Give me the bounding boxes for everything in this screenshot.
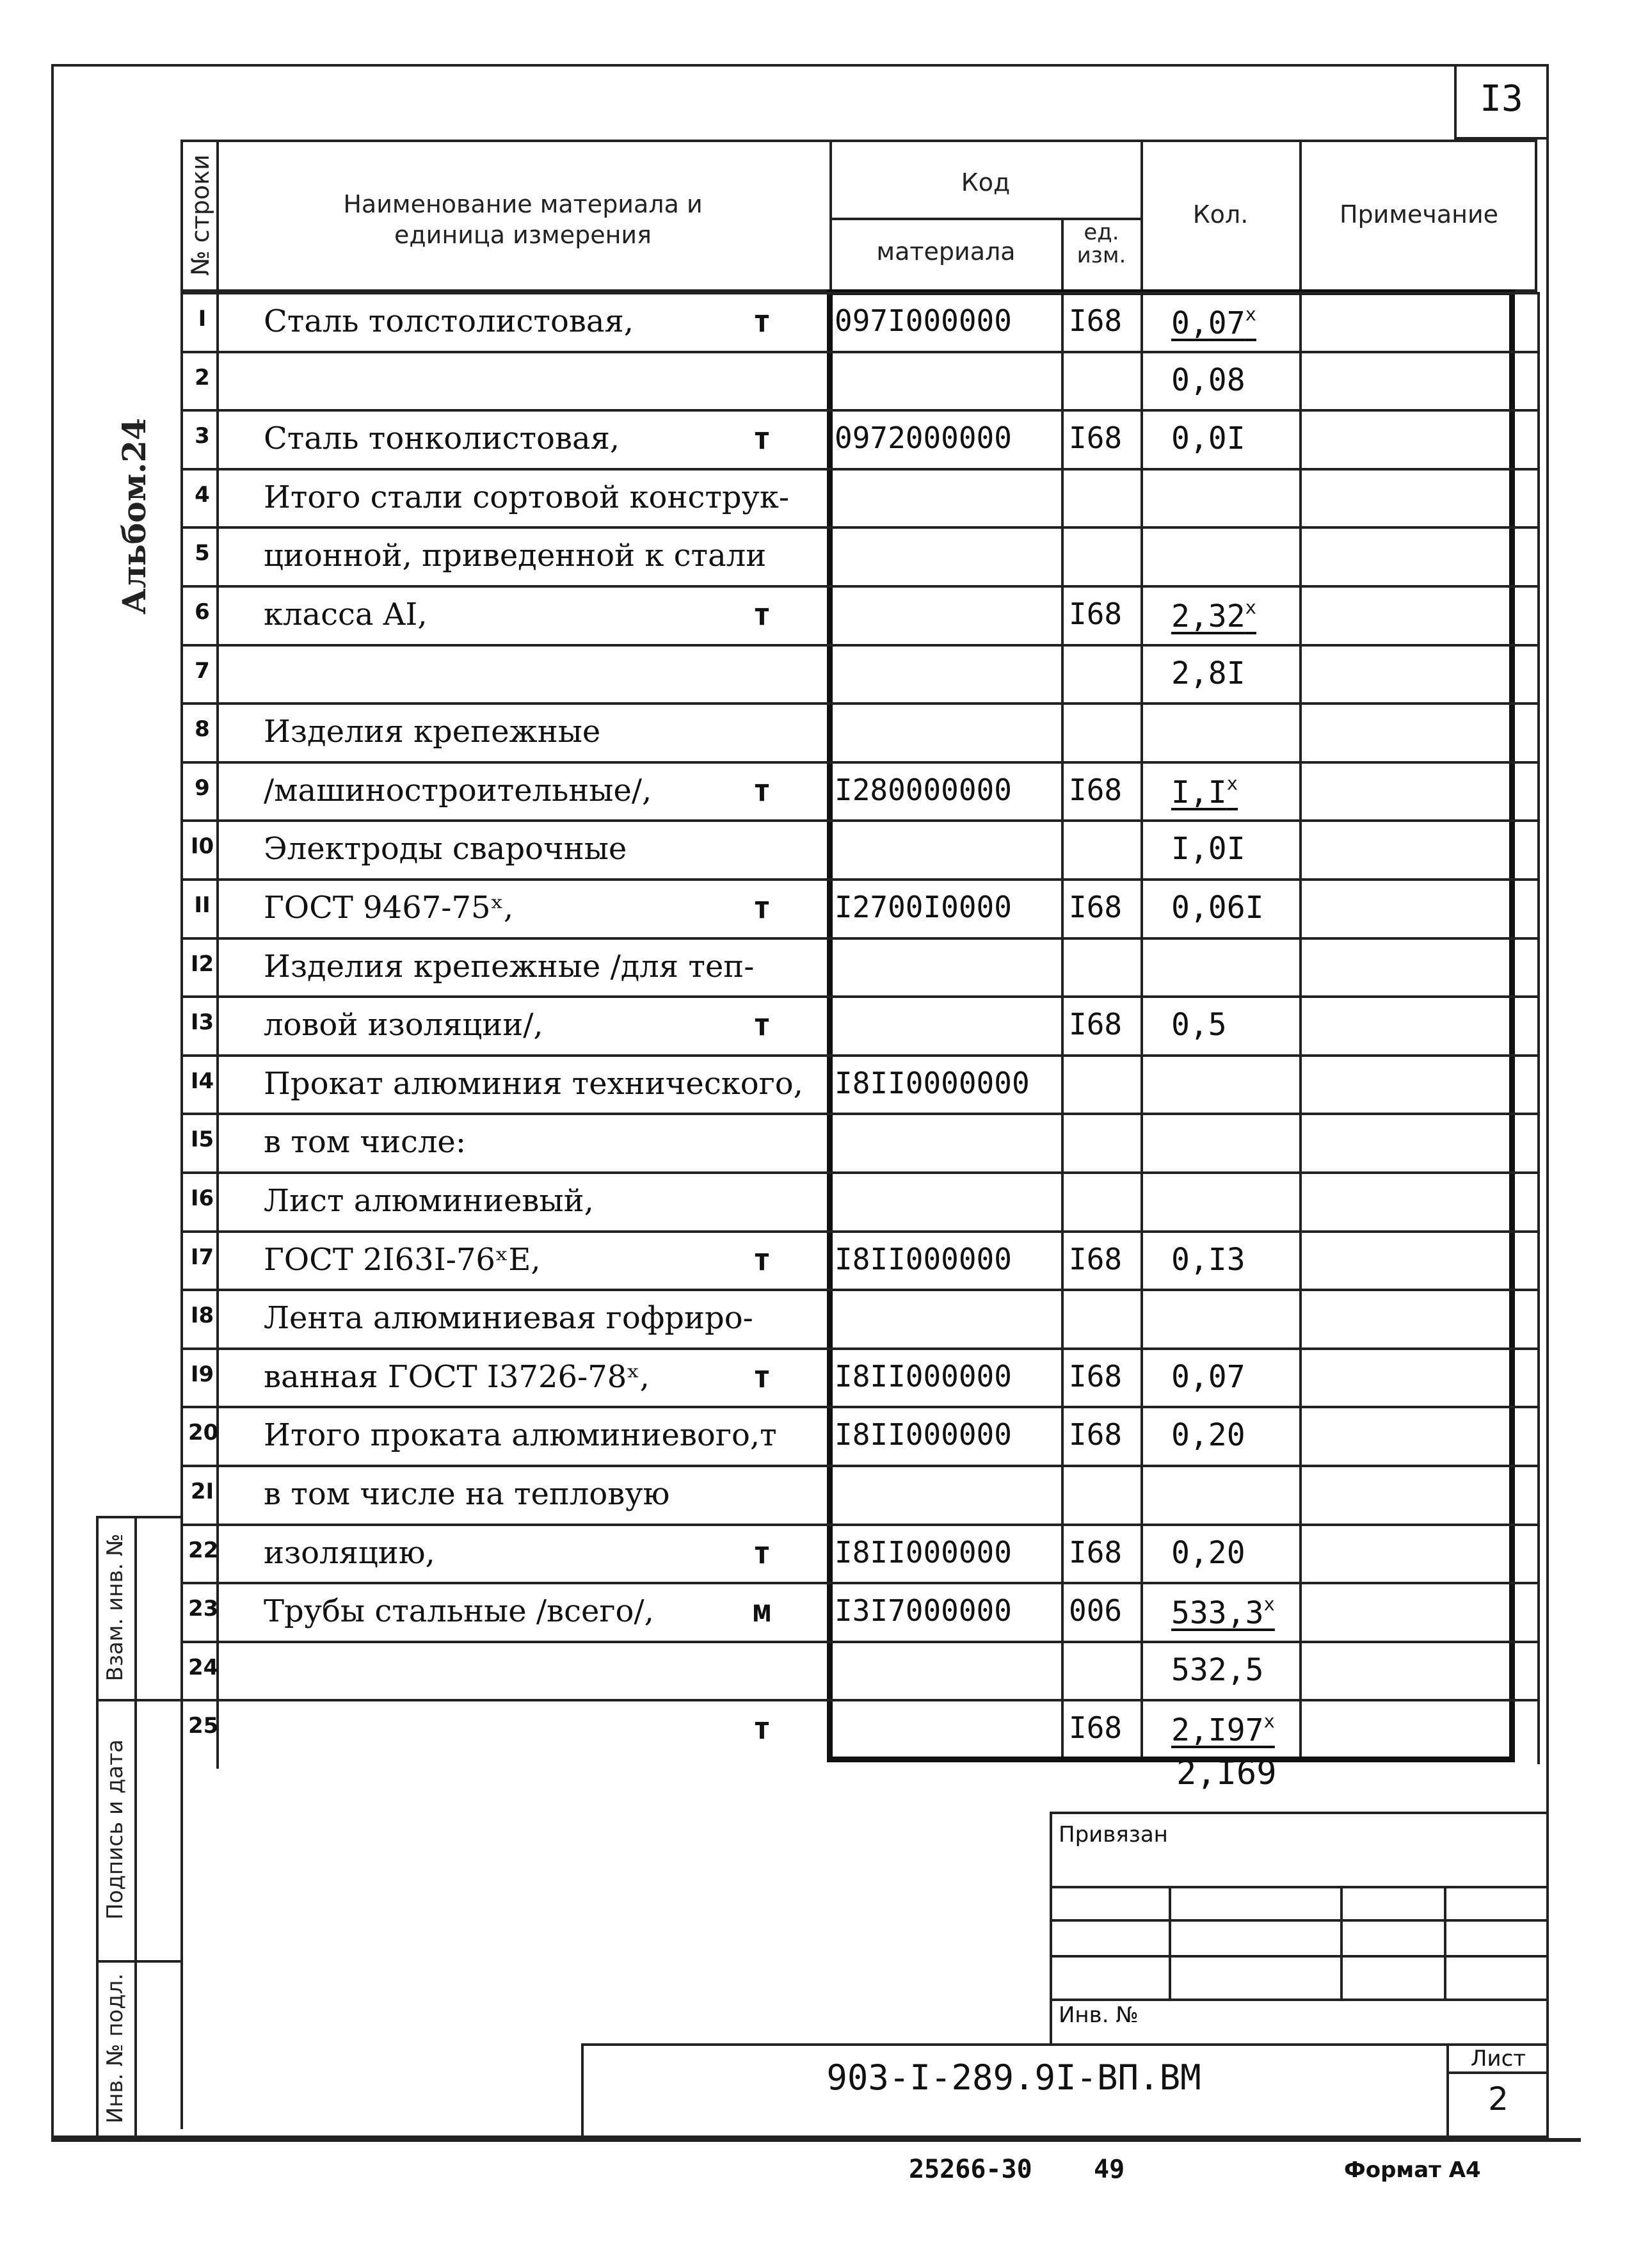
row-name: ловой изоляции/, xyxy=(264,1007,543,1043)
row-number: I xyxy=(198,306,207,332)
row-qty: 0,06I xyxy=(1171,890,1264,926)
row-number: 5 xyxy=(195,540,210,566)
row-unit: т xyxy=(753,1535,771,1571)
row-name: Трубы стальные /всего/, xyxy=(264,1593,654,1629)
row-unit: м xyxy=(753,1593,771,1629)
row-name: Изделия крепежные xyxy=(264,714,601,750)
stamp-podpis: Подпись и дата xyxy=(102,1739,128,1920)
table-row xyxy=(0,702,1625,761)
row-number: 6 xyxy=(195,599,210,625)
footer-number: 25266-30 49 xyxy=(909,2155,1125,2184)
row-number: 3 xyxy=(195,423,210,449)
stamp-inv-podl: Инв. № подл. xyxy=(102,1973,128,2124)
row-name: /машиностроительные/, xyxy=(264,773,652,808)
header-code-material: материала xyxy=(876,237,1016,266)
table-row xyxy=(0,644,1625,703)
row-number: I2 xyxy=(190,951,214,977)
table-row xyxy=(0,1054,1625,1113)
row-unit-code: I68 xyxy=(1069,303,1123,338)
row-qty: 2,32$^x$ xyxy=(1171,597,1256,635)
row-material-code: 0972000000 xyxy=(835,421,1012,455)
row-unit: т xyxy=(753,773,771,808)
row-number: 4 xyxy=(195,482,210,508)
row-name: ГОСТ 2I63I-76ˣE, xyxy=(264,1242,541,1278)
header-name: Наименование материала и единица измерения xyxy=(343,190,703,249)
row-qty: 0,5 xyxy=(1171,1007,1227,1043)
row-unit-code: I68 xyxy=(1069,421,1123,455)
row-number: II xyxy=(194,892,211,918)
row-qty: 533,3$^x$ xyxy=(1171,1593,1275,1632)
header-note: Примечание xyxy=(1339,200,1499,229)
row-unit-code: I68 xyxy=(1069,1535,1123,1570)
row-unit-code: I68 xyxy=(1069,1710,1123,1745)
table-row xyxy=(0,1230,1625,1289)
row-material-code: I8II000000 xyxy=(835,1242,1012,1276)
row-name: Сталь толстолистовая, xyxy=(264,303,634,339)
row-material-code: I8II000000 xyxy=(835,1535,1012,1570)
row-number: I5 xyxy=(190,1127,214,1152)
stamp-privyazan: Привязан xyxy=(1059,1822,1168,1847)
table-row xyxy=(0,409,1625,468)
row-qty: 2,8I xyxy=(1171,655,1245,691)
table-row xyxy=(0,351,1625,410)
table-row xyxy=(0,526,1625,585)
row-qty: 0,I3 xyxy=(1171,1242,1245,1278)
row-number: I6 xyxy=(190,1186,214,1211)
row-name: ГОСТ 9467-75ˣ, xyxy=(264,890,514,926)
row-material-code: I280000000 xyxy=(835,773,1012,807)
row-unit-code: I68 xyxy=(1069,773,1123,807)
row-number: 8 xyxy=(195,716,210,742)
header-code: Код xyxy=(961,168,1011,197)
row-number: 22 xyxy=(188,1538,219,1563)
row-qty: $I,I^x$ xyxy=(1171,773,1238,811)
row-unit: т xyxy=(753,1007,771,1043)
row-name: Итого стали сортовой конструк- xyxy=(264,479,790,515)
table-row xyxy=(0,1699,1625,1758)
row-name: Лист алюминиевый, xyxy=(264,1183,594,1219)
row-qty: 0,08 xyxy=(1171,362,1245,398)
table-row xyxy=(0,1641,1625,1700)
row-name: Сталь тонколистовая, xyxy=(264,421,620,456)
table-row xyxy=(0,1406,1625,1465)
table-row xyxy=(0,1289,1625,1347)
row-unit-code: I68 xyxy=(1069,1007,1123,1042)
row-material-code: I3I7000000 xyxy=(835,1593,1012,1628)
row-unit-code: I68 xyxy=(1069,1417,1123,1452)
row-unit: т xyxy=(753,1710,771,1746)
row-name: изоляцию, xyxy=(264,1535,435,1571)
row-number: 9 xyxy=(195,775,210,801)
table-row xyxy=(0,292,1625,351)
row-name: Лента алюминиевая гофриро- xyxy=(264,1300,753,1336)
row-number: 24 xyxy=(188,1655,219,1680)
table-row xyxy=(0,995,1625,1054)
row-number: 7 xyxy=(195,658,210,684)
row-unit-code: 006 xyxy=(1069,1593,1123,1628)
table-row xyxy=(0,1171,1625,1230)
table-row xyxy=(0,1582,1625,1641)
row-material-code: 097I000000 xyxy=(835,303,1012,338)
row-qty: 0,0I xyxy=(1171,421,1245,456)
footer-format: Формат А4 xyxy=(1344,2157,1481,2183)
row-unit-code: I68 xyxy=(1069,1242,1123,1276)
row-name: Прокат алюминия технического, xyxy=(264,1066,803,1102)
table-row xyxy=(0,937,1625,996)
row-material-code: I8II0000000 xyxy=(835,1066,1030,1100)
row-number: 2I xyxy=(190,1479,214,1504)
row-number: I8 xyxy=(190,1303,214,1328)
row-unit: т xyxy=(753,303,771,339)
row-name: в том числе: xyxy=(264,1124,467,1160)
sheet-number: 2 xyxy=(1488,2080,1509,2118)
row-qty: I,0I xyxy=(1171,831,1245,867)
table-row xyxy=(0,1465,1625,1524)
table-row xyxy=(0,819,1625,878)
header-code-unit: ед. изм. xyxy=(1077,220,1126,268)
row-qty: 532,5 xyxy=(1171,1652,1264,1688)
doc-code: 903-I-289.9I-ВП.ВМ xyxy=(826,2057,1201,2098)
row-unit-code: I68 xyxy=(1069,1359,1123,1394)
row-number: 2 xyxy=(195,365,210,390)
row-material-code: I2700I0000 xyxy=(835,890,1012,924)
row-number: I7 xyxy=(190,1244,214,1270)
row-material-code: I8II000000 xyxy=(835,1359,1012,1394)
row-qty: 2,I97$^x$ xyxy=(1171,1710,1275,1749)
table-row xyxy=(0,468,1625,527)
row-unit: т xyxy=(753,597,771,632)
row-name: ванная ГОСТ I3726-78ˣ, xyxy=(264,1359,650,1395)
row-name: Итого проката алюминиевого,т xyxy=(264,1417,777,1453)
table-row xyxy=(0,761,1625,820)
album-label: Альбом.24 xyxy=(115,417,153,615)
table-row xyxy=(0,1524,1625,1582)
header-qty: Кол. xyxy=(1192,200,1249,229)
row-qty: 0,20 xyxy=(1171,1417,1245,1453)
row-qty: 0,20 xyxy=(1171,1535,1245,1571)
below-qty: 2,I69 xyxy=(1176,1754,1277,1792)
table-row xyxy=(0,1347,1625,1406)
sheet-label: Лист xyxy=(1470,2046,1526,2071)
row-unit: т xyxy=(753,421,771,456)
row-number: I9 xyxy=(190,1362,214,1387)
row-number: I3 xyxy=(190,1009,214,1035)
row-number: 20 xyxy=(188,1420,219,1445)
row-number: I4 xyxy=(190,1068,214,1094)
row-qty: 0,07$^x$ xyxy=(1171,303,1256,342)
table-row xyxy=(0,1113,1625,1171)
row-unit: т xyxy=(753,1359,771,1395)
row-qty: 0,07 xyxy=(1171,1359,1245,1395)
row-number: 25 xyxy=(188,1713,219,1739)
stamp-inv-no: Инв. № xyxy=(1059,2002,1139,2028)
header-row-no: № строки xyxy=(186,154,214,276)
row-unit-code: I68 xyxy=(1069,890,1123,924)
table-row xyxy=(0,878,1625,937)
row-material-code: I8II000000 xyxy=(835,1417,1012,1452)
row-number: 23 xyxy=(188,1596,219,1621)
row-number: I0 xyxy=(190,833,214,859)
row-unit: т xyxy=(753,890,771,926)
row-name: класса AI, xyxy=(264,597,428,632)
row-name: Изделия крепежные /для теп- xyxy=(264,949,755,985)
stamp-vzam: Взам. инв. № xyxy=(102,1533,128,1682)
row-name: Электроды сварочные xyxy=(264,831,627,867)
row-unit-code: I68 xyxy=(1069,597,1123,631)
table-row xyxy=(0,585,1625,644)
page-number: I3 xyxy=(1480,78,1523,120)
row-name: ционной, приведенной к стали xyxy=(264,538,767,574)
row-name: в том числе на тепловую xyxy=(264,1476,670,1512)
row-unit: т xyxy=(753,1242,771,1278)
